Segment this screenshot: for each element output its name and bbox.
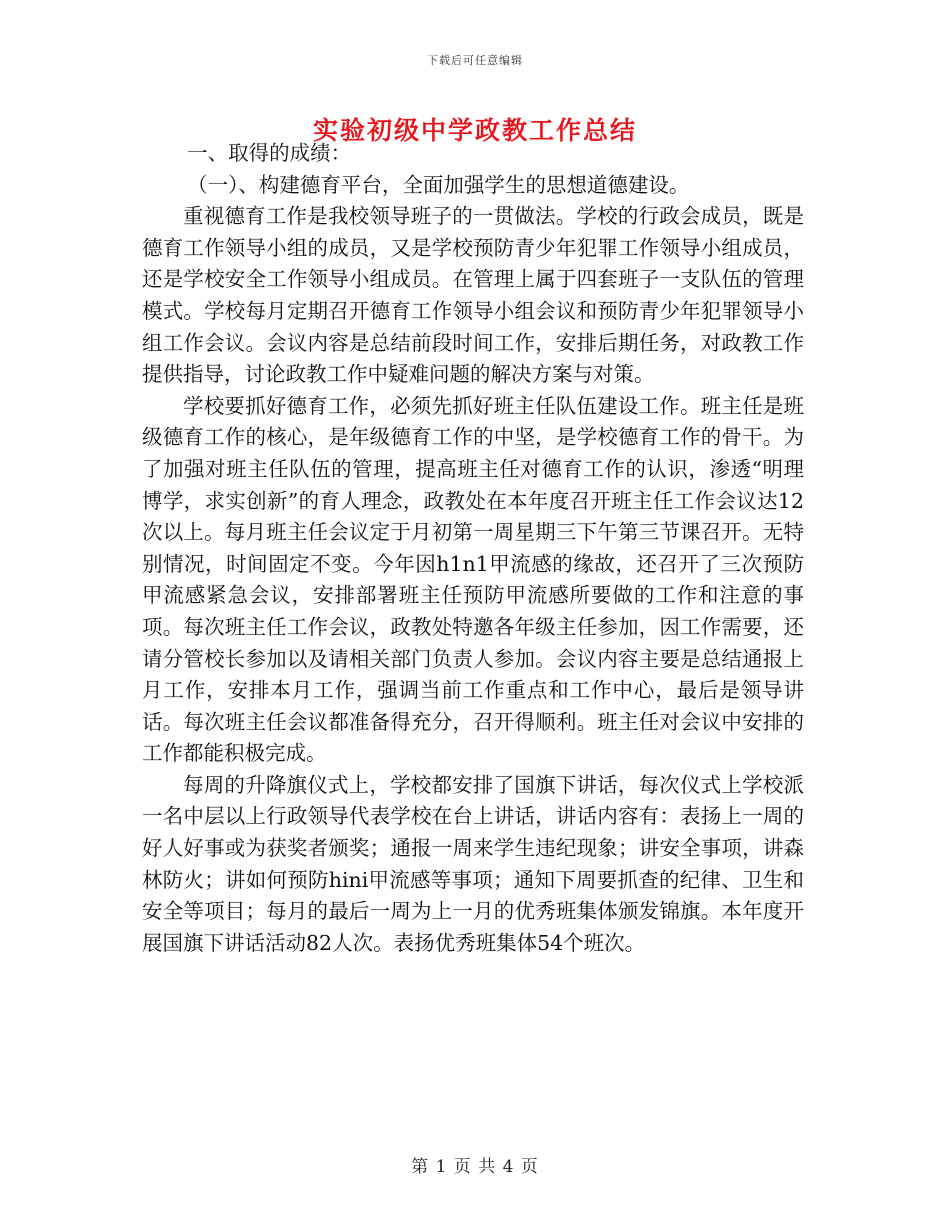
header-note: 下载后可任意编辑 — [427, 54, 523, 67]
body-paragraph: 重视德育工作是我校领导班子的一贯做法。学校的行政会成员，既是德育工作领导小组的成员，又是学校预防青少年犯罪工作领导小组成员，还是学校安全工作领导小组成员。在管理上属于四套班子一支队伍的管理模式。学校每月定期召开德育工作领导小组会议和预防青少年犯罪领导小组工作会议。会议内容是总结前段时间工作，安排后期任务，对政教工作提供指导，讨论政教工作中疑难问题的解决方案与对策。 — [142, 204, 804, 387]
section-subheading: （一）、构建德育平台，全面加强学生的思想道德建设。 — [187, 172, 690, 197]
section-heading: 一、取得的成绩： — [187, 141, 352, 165]
body-paragraph: 学校要抓好德育工作，必须先抓好班主任队伍建设工作。班主任是班级德育工作的核心，是年级德育工作的中坚，是学校德育工作的骨干。为了加强对班主任队伍的管理，提高班主任对德育工作的认识，渗透“明理博学，求实创新”的育人理念，政教处在本年度召开班主任工作会议达12次以上。每月班主任会议定于月初第一周星期三下午第三节课召开。无特别情况，时间固定不变。今年因h1n1甲流感的缘故，还召开了三次预防甲流感紧急会议，安排部署班主任预防甲流感所要做的工作和注意的事项。每次班主任工作会议，政教处特邀各年级主任参加，因工作需要，还请分管校长参加以及请相关部门负责人参加。会议内容主要是总结通报上月工作，安排本月工作，强调当前工作重点和工作中心，最后是领导讲话。每次班主任会议都准备得充分，召开得顺利。班主任对会议中安排的工作都能积极完成。 — [142, 393, 804, 766]
body-paragraph: 每周的升降旗仪式上，学校都安排了国旗下讲话，每次仪式上学校派一名中层以上行政领导代表学校在台上讲话，讲话内容有：表扬上一周的好人好事或为获奖者颁奖；通报一周来学生违纪现象；讲安全事项，讲森林防火；讲如何预防hini甲流感等事项；通知下周要抓查的纪律、卫生和安全等项目；每月的最后一周为上一月的优秀班集体颁发锦旗。本年度开展国旗下讲话活动82人次。表扬优秀班集体54个班次。 — [142, 772, 804, 955]
page-number-footer: 第 1 页 共 4 页 — [411, 1157, 539, 1177]
document-body — [142, 138, 804, 959]
document-title: 实验初级中学政教工作总结 — [312, 116, 637, 145]
